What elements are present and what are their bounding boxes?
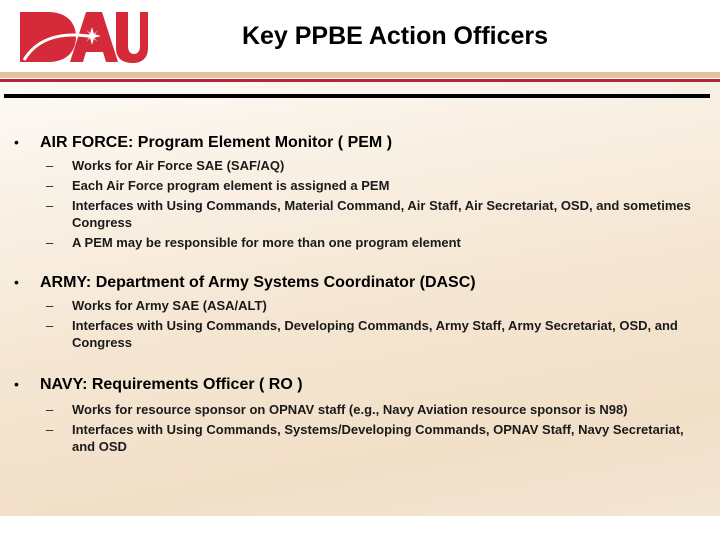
dash-icon: – — [46, 158, 54, 173]
dash-icon: – — [46, 178, 54, 193]
bullet-icon: • — [14, 376, 19, 392]
section-heading: NAVY: Requirements Officer ( RO ) — [40, 376, 303, 393]
section-heading: ARMY: Department of Army Systems Coordinator (DASC) — [40, 274, 476, 291]
dash-icon: – — [46, 298, 54, 313]
slide-header — [0, 0, 720, 72]
dash-icon: – — [46, 198, 54, 213]
dash-icon: – — [46, 422, 54, 437]
header-rule — [4, 94, 710, 98]
section-heading: AIR FORCE: Program Element Monitor ( PEM ) — [40, 134, 393, 151]
bullet-icon: • — [14, 134, 19, 150]
dash-icon: – — [46, 402, 54, 417]
dau-logo — [18, 10, 148, 64]
bullet-icon: • — [14, 274, 19, 290]
page-title: Key PPBE Action Officers — [241, 22, 549, 50]
header-stripe-tan — [0, 72, 720, 78]
dash-icon: – — [46, 318, 54, 333]
dash-icon: – — [46, 235, 54, 250]
